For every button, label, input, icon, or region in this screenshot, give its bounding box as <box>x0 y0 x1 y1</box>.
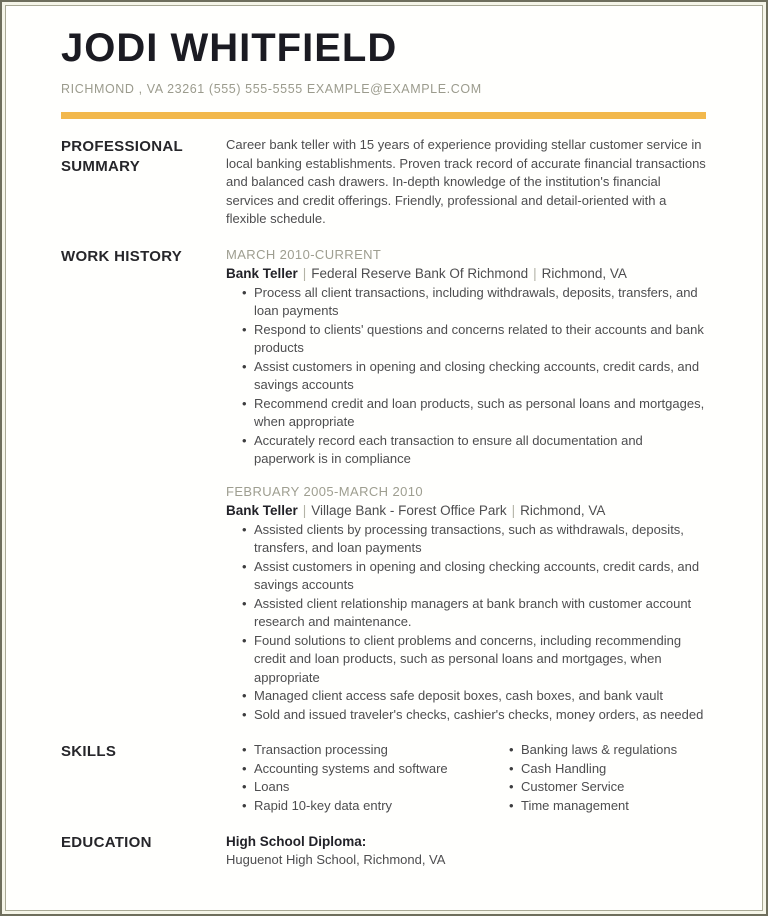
job-title: Bank Teller <box>226 502 298 518</box>
job-bullet: • Process all client transactions, including withdrawals, deposits, transfers, and loan payments <box>254 284 706 321</box>
pipe-separator: | <box>533 265 537 281</box>
job-bullet-list <box>226 284 706 469</box>
resume-page <box>5 5 763 911</box>
skill-item: • Customer Service <box>521 778 706 797</box>
candidate-name: JODI WHITFIELD <box>61 26 398 70</box>
job-company: Village Bank - Forest Office Park <box>311 502 507 518</box>
section-skills <box>61 741 706 815</box>
job-entry <box>226 483 706 725</box>
job-dates: FEBRUARY 2005-MARCH 2010 <box>226 483 423 499</box>
job-title: Bank Teller <box>226 265 298 281</box>
skill-item: • Banking laws & regulations <box>521 741 706 760</box>
section-professional-summary <box>61 136 706 229</box>
section-label-education: EDUCATION <box>61 834 152 851</box>
skills-column-2 <box>493 741 706 815</box>
section-label-work-history: WORK HISTORY <box>61 247 183 265</box>
education-school: Huguenot High School, Richmond, VA <box>226 852 446 867</box>
pipe-separator: | <box>302 502 307 518</box>
skill-item: • Accounting systems and software <box>254 760 493 779</box>
job-bullet: • Assisted client relationship managers at bank branch with customer account research and maintenance. <box>254 595 706 632</box>
section-education <box>61 832 706 870</box>
job-location: Richmond, VA <box>541 265 627 281</box>
skills-column-1 <box>226 741 493 815</box>
job-bullet: • Assist customers in opening and closing checking accounts, credit cards, and savings accounts <box>254 558 706 595</box>
skill-item: • Rapid 10-key data entry <box>254 797 493 816</box>
skill-item: • Transaction processing <box>254 741 493 760</box>
job-title-line <box>226 501 706 520</box>
job-location: Richmond, VA <box>520 502 606 518</box>
job-bullet: • Recommend credit and loan products, such as personal loans and mortgages, when appropriate <box>254 395 706 432</box>
job-bullet: • Found solutions to client problems and concerns, including recommending credit and loan products, such as personal loans and mortgages, when appropriate <box>254 632 706 688</box>
job-bullet: • Assisted clients by processing transactions, such as withdrawals, deposits, transfers, and loan payments <box>254 521 706 558</box>
education-degree: High School Diploma: <box>226 834 367 849</box>
section-work-history <box>61 246 706 725</box>
skill-item: • Loans <box>254 778 493 797</box>
pipe-separator: | <box>302 265 307 281</box>
section-label-skills: SKILLS <box>61 743 117 760</box>
job-entry <box>226 246 706 469</box>
summary-text: Career bank teller with 15 years of experience providing stellar customer service in local banking establishments. Proven track record of accurate financial transactions and balanced cash drawers. In-depth knowledge of the institution's financial services and credit offerings. Friendly, professional and detail-oriented with a flexible schedule. <box>226 137 706 226</box>
pipe-separator: | <box>511 502 516 518</box>
skill-item: • Cash Handling <box>521 760 706 779</box>
job-title-line <box>226 264 706 283</box>
job-dates: MARCH 2010-CURRENT <box>226 246 382 262</box>
accent-divider-bar <box>61 112 706 119</box>
contact-line: RICHMOND , VA 23261 (555) 555-5555 EXAMPLE@EXAMPLE.COM <box>61 82 482 96</box>
job-bullet: • Sold and issued traveler's checks, cashier's checks, money orders, as needed <box>254 706 706 725</box>
job-company: Federal Reserve Bank Of Richmond <box>311 265 529 281</box>
job-bullet: • Accurately record each transaction to ensure all documentation and paperwork is in compliance <box>254 432 706 469</box>
job-bullet: • Managed client access safe deposit boxes, cash boxes, and bank vault <box>254 687 706 706</box>
job-bullet: • Respond to clients' questions and concerns related to their accounts and bank products <box>254 321 706 358</box>
job-bullet: • Assist customers in opening and closing checking accounts, credit cards, and savings accounts <box>254 358 706 395</box>
skill-item: • Time management <box>521 797 706 816</box>
section-label-professional-summary: PROFESSIONAL SUMMARY <box>61 138 183 175</box>
job-bullet-list <box>226 521 706 725</box>
